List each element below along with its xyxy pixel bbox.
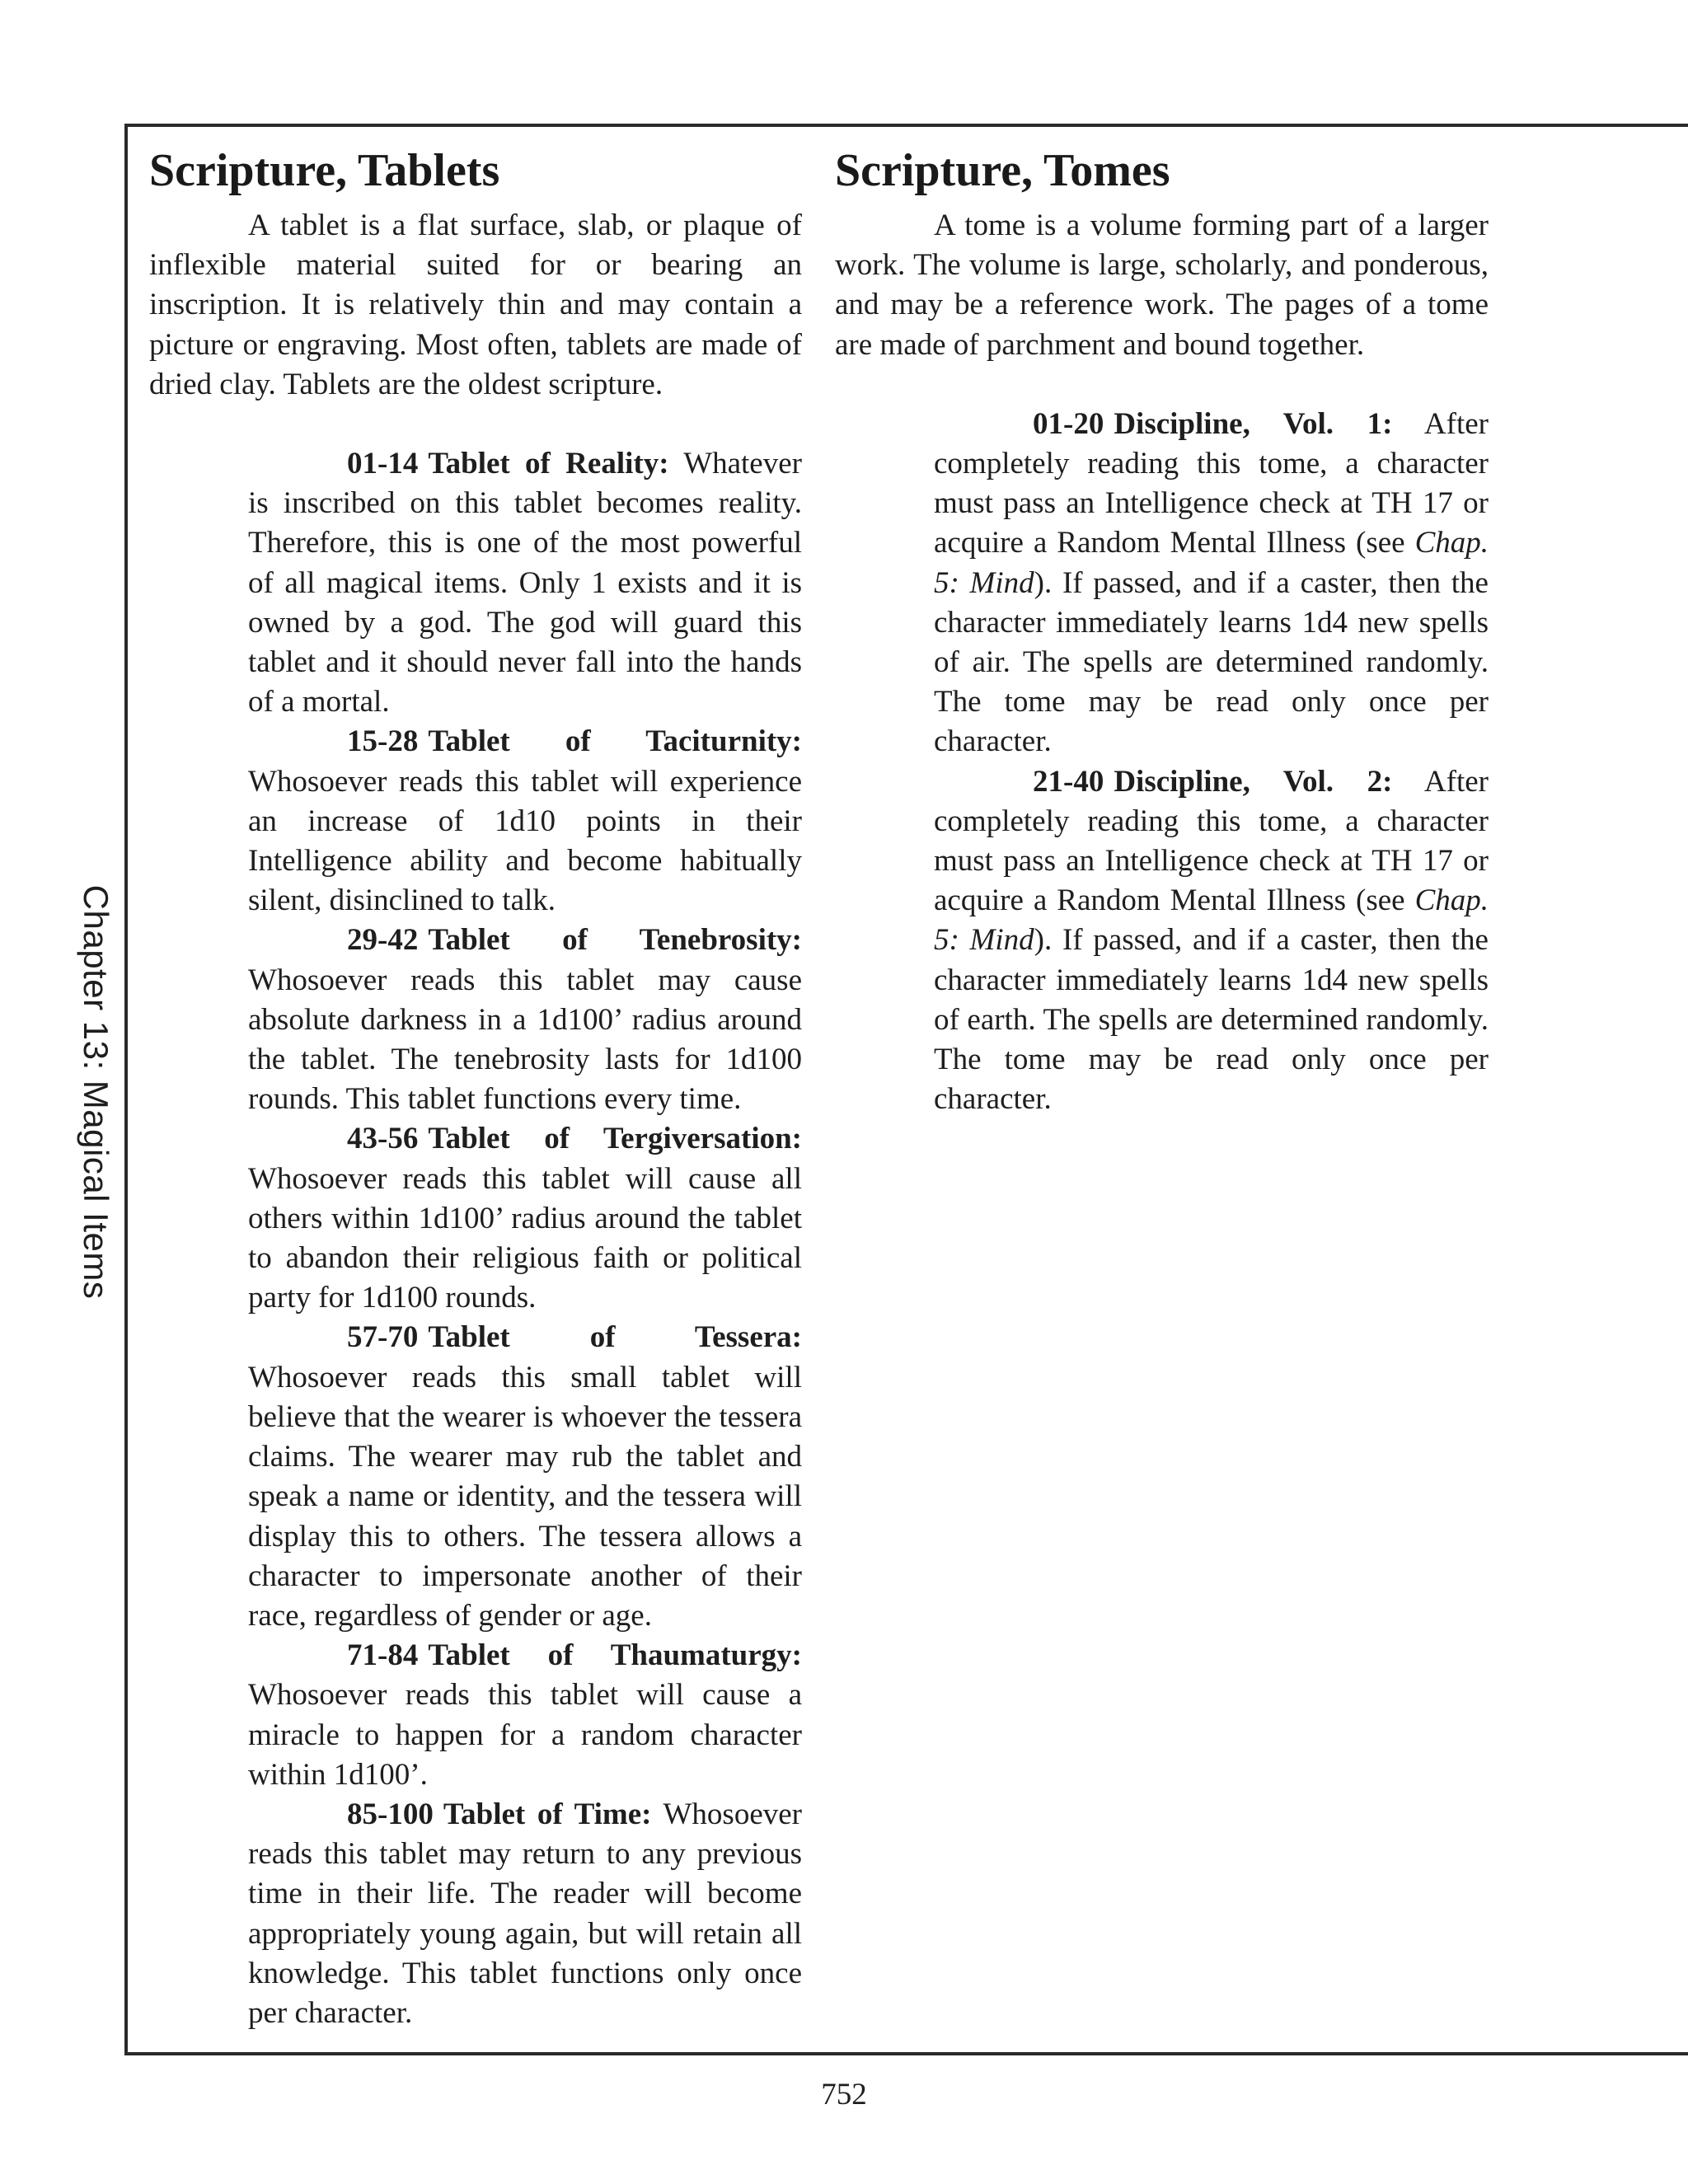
page-number: 752	[821, 2078, 867, 2111]
entry-name: Tablet of Thaumaturgy:	[428, 1638, 802, 1673]
entry-name: Discipline, Vol. 2:	[1114, 764, 1393, 799]
entry-text: Whosoever reads this tablet may return to any previous time in their life. The reader will become appropriately young again, but will retain all knowledge. This tablet functions only once per character.	[248, 1797, 802, 2030]
entry-text: Whosoever reads this small tablet will believe that the wearer is whoever the tessera claims. The wearer may rub the tablet and speak a name or identity, and the tessera will display this to others. The tessera allows a character to impersonate another of their race, regardless of gender or age.	[248, 1360, 802, 1633]
entry-name: Tablet of Time:	[443, 1797, 652, 1831]
section-title-tablets: Scripture, Tablets	[149, 145, 500, 196]
entry-code: 15-28	[347, 724, 419, 759]
entry-code: 21-40	[1033, 764, 1104, 799]
entry-text-b: ). If passed, and if a caster, then the character immediately learns 1d4 new spells of air. The spells are determined randomly. The tome may be read only once per character.	[934, 565, 1489, 759]
section-title-tomes: Scripture, Tomes	[835, 145, 1170, 196]
chapter-reference: Chap. 5: Mind	[934, 526, 1489, 600]
entry-name: Tablet of Taciturnity:	[428, 724, 802, 759]
entry-name: Tablet of Tenebrosity:	[428, 923, 802, 958]
entry-text: Whosoever reads this tablet will experience an increase of 1d10 points in their Intelligence ability and become habitually silent, disinclined to talk.	[248, 764, 802, 918]
entry-text-a: After completely reading this tome, a character must pass an Intelligence check at TH 17 or acquire a Random Mental Illness (see	[934, 764, 1489, 918]
entry-code: 57-70	[347, 1320, 419, 1355]
entry-code: 85-100	[347, 1797, 434, 1831]
entry-text: Whosoever reads this tablet may cause absolute darkness in a 1d100’ radius around the tablet. The tenebrosity lasts for 1d100 rounds. This tablet functions every time.	[248, 963, 802, 1117]
tomes-intro: A tome is a volume forming part of a larger work. The volume is large, scholarly, and ponderous, and may be a reference work. The pages of a tome are made of parchment and bound together.	[835, 209, 1489, 362]
right-column	[835, 140, 1489, 1119]
tablets-intro: A tablet is a flat surface, slab, or plaque of inflexible material suited for or bearing an inscription. It is relatively thin and may contain a picture or engraving. Most often, tablets are made of dried clay. Tablets are the oldest scripture.	[149, 209, 802, 401]
entry-text-a: After completely reading this tome, a character must pass an Intelligence check at TH 17 or acquire a Random Mental Illness (see	[934, 406, 1489, 560]
entry-tablet-of-taciturnity	[248, 722, 802, 921]
entry-tablet-of-tergiversation	[248, 1119, 802, 1318]
chapter-reference: Chap. 5: Mind	[934, 883, 1489, 958]
entry-name: Tablet of Tergiversation:	[428, 1122, 802, 1156]
entry-code: 01-14	[347, 447, 419, 481]
entry-tablet-of-tessera	[248, 1318, 802, 1636]
entry-code: 29-42	[347, 923, 419, 958]
entry-name: Tablet of Tessera:	[428, 1320, 802, 1355]
entry-discipline-vol-1	[934, 405, 1489, 762]
tome-entries	[934, 405, 1489, 1120]
entry-tablet-of-time	[248, 1795, 802, 2033]
entry-text-b: ). If passed, and if a caster, then the character immediately learns 1d4 new spells of earth. The spells are determined randomly. The tome may be read only once per character.	[934, 923, 1489, 1117]
chapter-label-text: Chapter 13: Magical Items	[77, 884, 115, 1300]
entry-tablet-of-thaumaturgy	[248, 1636, 802, 1795]
entry-name: Tablet of Reality:	[428, 447, 669, 481]
left-column	[149, 140, 802, 2033]
entry-name: Discipline, Vol. 1:	[1114, 406, 1393, 441]
entry-discipline-vol-2	[934, 762, 1489, 1120]
entry-code: 43-56	[347, 1122, 419, 1156]
entry-code: 01-20	[1033, 406, 1104, 441]
tablet-entries	[248, 444, 802, 2033]
entry-code: 71-84	[347, 1638, 419, 1673]
entry-tablet-of-reality	[248, 444, 802, 722]
entry-tablet-of-tenebrosity	[248, 921, 802, 1119]
entry-text: Whosoever reads this tablet will cause all others within 1d100’ radius around the tablet to abandon their religious faith or political party for 1d100 rounds.	[248, 1161, 802, 1315]
entry-text: Whosoever reads this tablet will cause a miracle to happen for a random character within 1d100’.	[248, 1678, 802, 1792]
entry-text: Whatever is inscribed on this tablet becomes reality. Therefore, this is one of the most powerful of all magical items. Only 1 exists and it is owned by a god. The god will guard this tablet and it should never fall into the hands of a mortal.	[248, 447, 802, 719]
